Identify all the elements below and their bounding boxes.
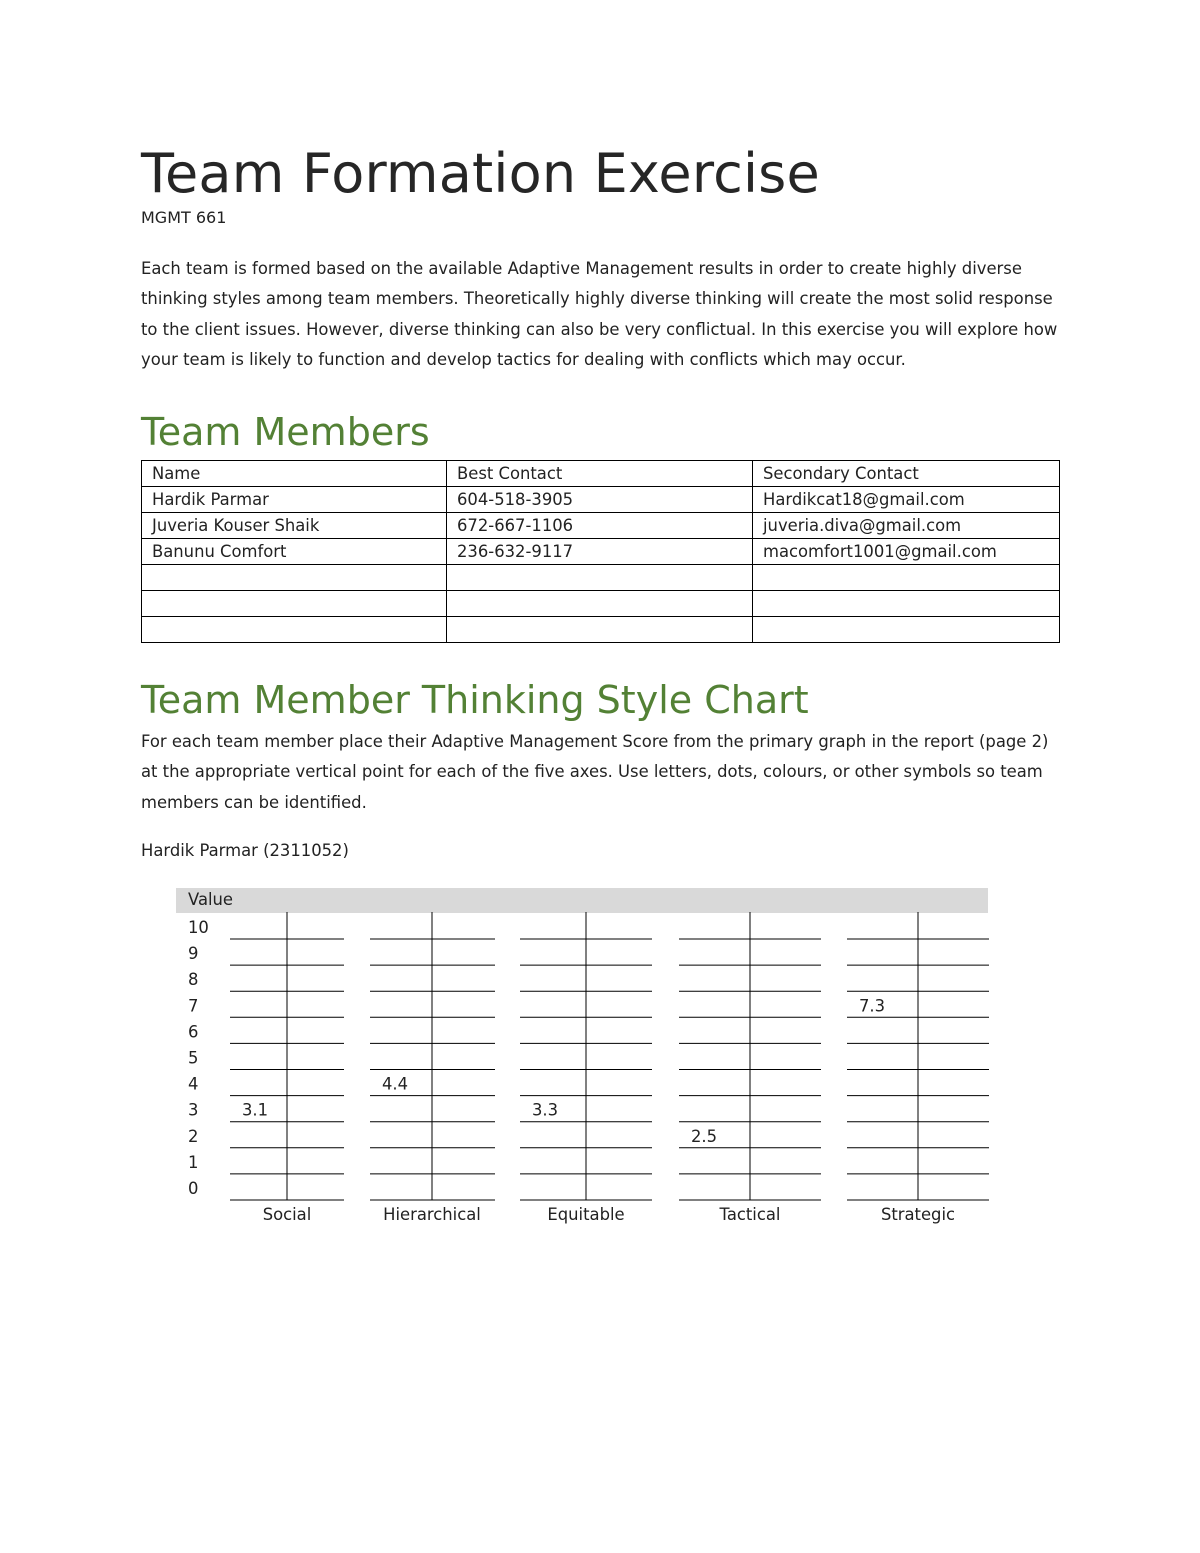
data-label: 2.5: [691, 1126, 718, 1146]
y-tick-label: 4: [188, 1074, 199, 1094]
table-cell: Banunu Comfort: [142, 539, 447, 565]
category-label: Hierarchical: [383, 1205, 481, 1224]
category-label: Tactical: [719, 1205, 781, 1224]
team-members-heading: Team Members: [141, 410, 430, 454]
data-label: 7.3: [859, 996, 886, 1016]
table-cell: 236-632-9117: [447, 539, 753, 565]
category-label: Social: [262, 1205, 312, 1224]
intro-paragraph: Each team is formed based on the available Adaptive Management results in order to create highly diverse thinking styles among team members. Theoretically highly diverse thinking will create the most solid response to the client issues. However, diverse thinking can also be very conflictual. In this exercise you will explore how your team is likely to function and develop tactics for dealing with conflicts which may occur.: [141, 259, 1058, 370]
table-cell: juveria.diva@gmail.com: [753, 513, 1060, 539]
table-cell: 672-667-1106: [447, 513, 753, 539]
document-title: Team Formation Exercise: [141, 142, 820, 205]
column-header: Secondary Contact: [753, 461, 1060, 487]
y-tick-label: 0: [188, 1179, 199, 1198]
table-cell: 604-518-3905: [447, 487, 753, 513]
table-cell: Juveria Kouser Shaik: [142, 513, 447, 539]
table-cell: Hardikcat18@gmail.com: [753, 487, 1060, 513]
course-code: MGMT 661: [141, 208, 227, 227]
y-tick-label: 7: [188, 996, 199, 1016]
table-cell: Hardik Parmar: [142, 487, 447, 513]
y-tick-label: 3: [188, 1100, 199, 1120]
y-tick-label: 10: [188, 918, 209, 937]
data-label: 4.4: [382, 1074, 409, 1094]
thinking-style-instructions: For each team member place their Adaptive Management Score from the primary graph in the report (page 2) at the appropriate vertical point for each of the five axes. Use letters, dots, colours, or other symbols so team members can be identified.: [141, 732, 1049, 812]
column-header: Name: [142, 461, 447, 487]
y-tick-label: 9: [188, 944, 199, 964]
data-label: 3.1: [242, 1100, 269, 1120]
category-label: Strategic: [880, 1205, 956, 1224]
member-label: Hardik Parmar (2311052): [141, 841, 349, 860]
thinking-style-heading: Team Member Thinking Style Chart: [141, 678, 809, 722]
category-label: Equitable: [547, 1205, 625, 1224]
chart-header-label: Value: [188, 890, 234, 909]
y-tick-label: 5: [188, 1048, 199, 1068]
data-label: 3.3: [532, 1100, 559, 1120]
column-header: Best Contact: [447, 461, 753, 487]
y-tick-label: 1: [188, 1152, 199, 1172]
y-tick-label: 8: [188, 970, 199, 990]
y-tick-label: 2: [188, 1126, 199, 1146]
table-cell: macomfort1001@gmail.com: [753, 539, 1060, 565]
y-tick-label: 6: [188, 1022, 199, 1042]
